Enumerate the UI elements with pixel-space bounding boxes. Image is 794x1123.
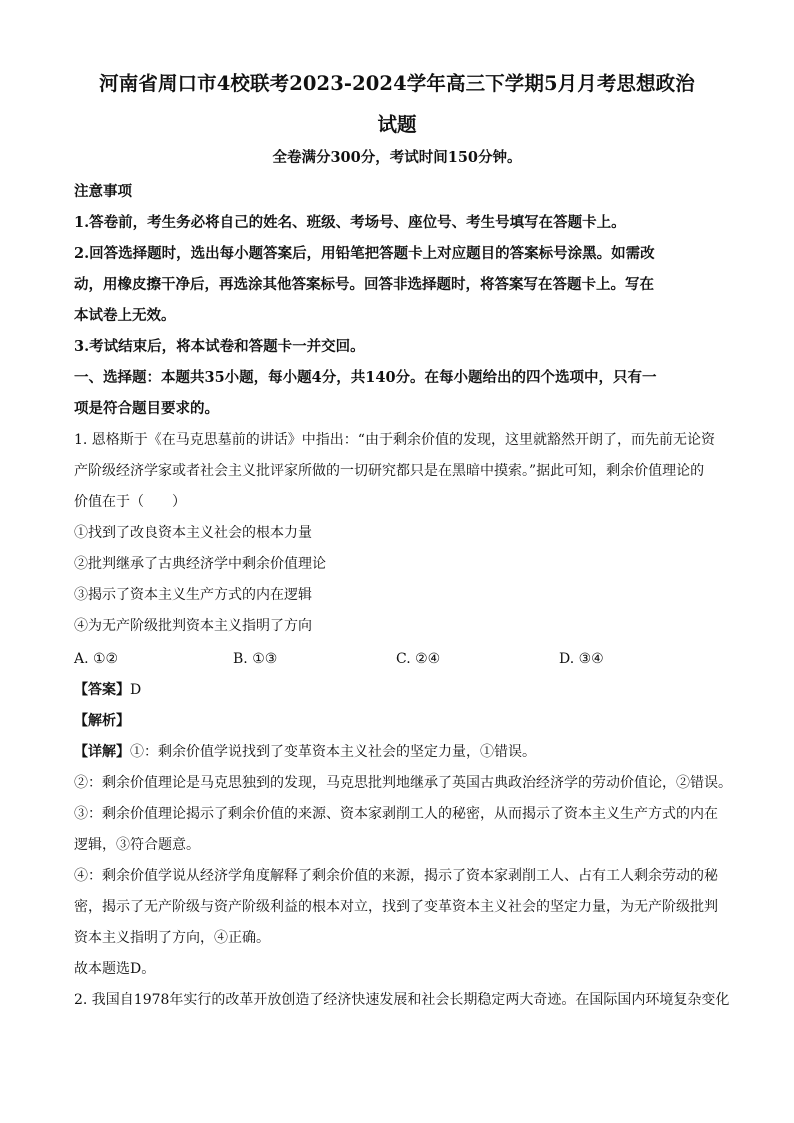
statement-item: ②批判继承了古典经济学中剩余价值理论 (74, 556, 326, 572)
question-2 (74, 985, 730, 1016)
section-heading-line: 一、选择题：本题共35小题，每小题4分，共140分。在每小题给出的四个选项中，只有一 (74, 369, 657, 386)
answer-value: D (130, 682, 142, 698)
answer-tag: 【答案】 (74, 682, 130, 698)
question-stem-line: 产阶级经济学家或者社会主义批评家所做的一切研究都只是在黑暗中摸索。”据此可知，剩余价值理论的 (74, 463, 705, 479)
section-heading-line: 项是符合题目要求的。 (74, 400, 219, 417)
section-heading (74, 362, 726, 424)
detail-line: 密，揭示了无产阶级与资产阶级利益的根本对立，找到了变革资本主义社会的坚定力量，为无产阶级批判 (74, 899, 718, 915)
notice-item: 2.回答选择题时，选出每小题答案后，用铅笔把答题卡上对应题目的答案标号涂黑。如需改 (74, 245, 655, 262)
notice-item: 动，用橡皮擦干净后，再选涂其他答案标号。回答非选择题时，将答案写在答题卡上。写在 (74, 276, 654, 293)
detail-line: 故本题选D。 (74, 961, 156, 977)
exam-title: 河南省周口市4校联考2023-2024学年高三下学期5月月考思想政治 (99, 72, 695, 95)
exam-title-line2: 试题 (377, 113, 417, 136)
notice-heading: 注意事项 (74, 183, 132, 200)
analysis-tag: 【解析】 (74, 713, 130, 729)
detail-line: 资本主义指明了方向，④正确。 (74, 930, 270, 946)
question-1-options (74, 644, 726, 675)
statement-item: ①找到了改良资本主义社会的根本力量 (74, 525, 312, 541)
question-stem-line: 1. 恩格斯于《在马克思墓前的讲话》中指出：“由于剩余价值的发现，这里就豁然开朗了，而先前无论资 (74, 432, 715, 448)
question-1 (74, 425, 726, 642)
detail-text: ①：剩余价值学说找到了变革资本主义社会的坚定力量，①错误。 (130, 744, 536, 760)
detail-line (74, 737, 726, 768)
exam-subtitle: 全卷满分300分，考试时间150分钟。 (272, 149, 522, 166)
detail-line: 逻辑，③符合题意。 (74, 837, 200, 853)
notice-item: 1.答卷前，考生务必将自己的姓名、班级、考场号、座位号、考生号填写在答题卡上。 (74, 214, 626, 231)
detail-line: ④：剩余价值学说从经济学角度解释了剩余价值的来源，揭示了资本家剥削工人、占有工人剩余劳动的秘 (74, 868, 718, 884)
detail-line: ③：剩余价值理论揭示了剩余价值的来源、资本家剥削工人的秘密，从而揭示了资本主义生产方式的内在 (74, 806, 718, 822)
question-1-solution (74, 675, 732, 985)
notice-item: 本试卷上无效。 (74, 307, 176, 324)
answer-line (74, 675, 726, 706)
option-b: B. ①③ (233, 651, 278, 667)
notice-item: 3.考试结束后，将本试卷和答题卡一并交回。 (74, 338, 365, 355)
detail-line: ②：剩余价值理论是马克思独到的发现，马克思批判地继承了英国古典政治经济学的劳动价值论，②错误。 (74, 775, 732, 791)
option-a: A. ①② (74, 651, 119, 667)
detail-tag: 【详解】 (74, 744, 130, 760)
option-c: C. ②④ (396, 651, 441, 667)
question-stem-line: 2. 我国自1978年实行的改革开放创造了经济快速发展和社会长期稳定两大奇迹。在国际国内环境复杂变化 (74, 992, 730, 1008)
statement-item: ④为无产阶级批判资本主义指明了方向 (74, 618, 312, 634)
notice-section (74, 176, 726, 362)
option-d: D. ③④ (559, 651, 604, 667)
statement-item: ③揭示了资本主义生产方式的内在逻辑 (74, 587, 312, 603)
question-stem-line: 价值在于（ ） (74, 494, 186, 510)
